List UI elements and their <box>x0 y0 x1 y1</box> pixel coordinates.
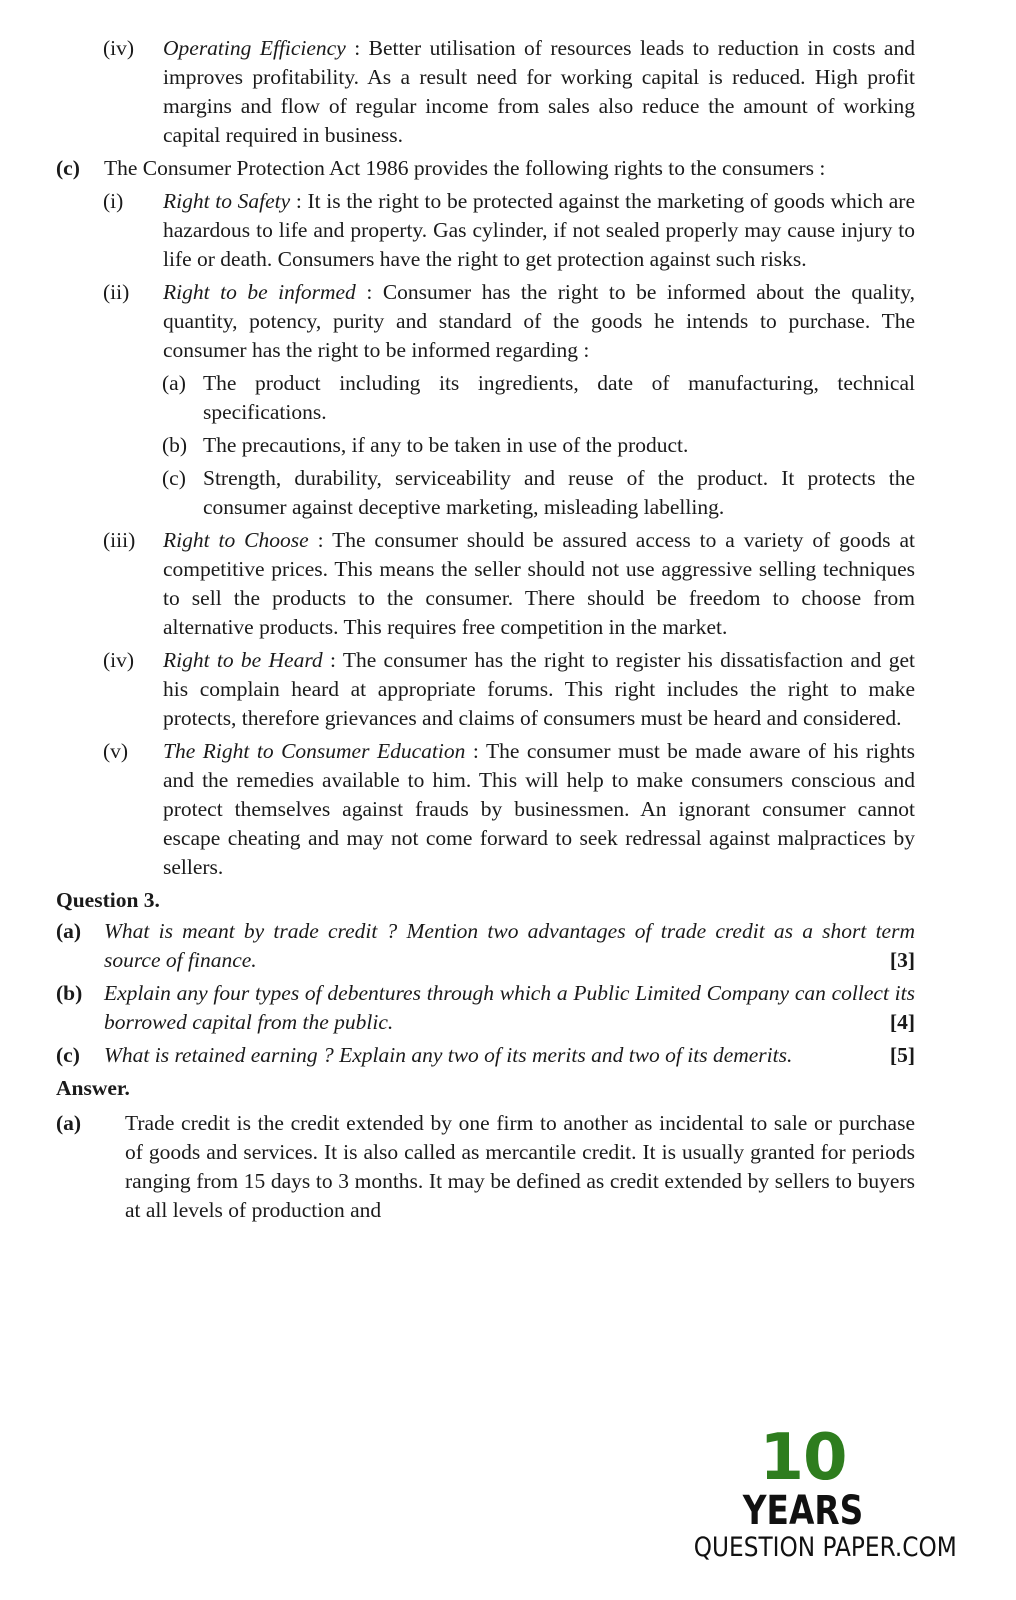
question-3-heading: Question 3. <box>56 888 160 912</box>
section-number: (c) <box>56 156 80 180</box>
item-number: (ii) <box>103 280 130 304</box>
item-number: (iii) <box>103 528 136 552</box>
answer-number: (a) <box>56 1111 82 1135</box>
logo-years: YEARS <box>742 1488 864 1534</box>
subitem-text: The product including its ingredients, date of manufacturing, technical specifications. <box>203 371 915 424</box>
logo-site-name: QUESTION PAPER.COM <box>693 1532 957 1563</box>
question-number: (b) <box>56 981 83 1005</box>
item-number: (i) <box>103 189 124 213</box>
question-marks: [3] <box>889 948 915 972</box>
item-label: Right to be Heard <box>163 648 323 672</box>
item-text: : The consumer must be made aware of his rights and the remedies available to him. This will help to make consumers conscious and protect themselves against frauds by businessmen. An ignorant consumer cannot escape cheating and may not come forward to seek redressal against malpractices by sellers. <box>163 739 915 879</box>
question-text: Explain any four types of debentures through which a Public Limited Company can collect its borrowed capital from the public. <box>104 981 915 1034</box>
right-to-choose <box>103 526 915 642</box>
question-number: (c) <box>56 1043 80 1067</box>
question-marks: [5] <box>889 1043 915 1067</box>
right-to-be-heard <box>103 646 915 733</box>
informed-subpoint-a <box>162 369 915 427</box>
item-text: : The consumer should be assured access to a variety of goods at competitive prices. This means the seller should not use aggressive selling techniques to sell the products to the consumer. There should be freedom to choose from alternative products. This requires free competition in the market. <box>163 528 915 639</box>
informed-subpoint-b <box>162 431 915 460</box>
subitem-text: The precautions, if any to be taken in use of the product. <box>203 433 689 457</box>
subitem-number: (b) <box>162 433 188 457</box>
answer-heading: Answer. <box>56 1076 130 1100</box>
item-text: : Better utilisation of resources leads to reduction in costs and improves profitability. As a result need for working capital is reduced. High profit margins and flow of regular income from sales also reduce the amount of working capital required in business. <box>163 36 915 147</box>
answer-a <box>56 1109 915 1225</box>
document-page <box>0 34 1016 1229</box>
question-3a <box>56 917 915 975</box>
item-text: : Consumer has the right to be informed about the quality, quantity, potency, purity and standard of the goods he intends to purchase. The consumer has the right to be informed regarding : <box>163 280 916 362</box>
subitem-number: (c) <box>162 466 186 490</box>
subitem-number: (a) <box>162 371 186 395</box>
question-3b <box>56 979 915 1037</box>
working-capital-point-iv <box>103 34 915 150</box>
question-marks: [4] <box>889 1010 915 1034</box>
right-to-safety <box>103 187 915 274</box>
section-c-intro <box>56 154 915 183</box>
item-text: : The consumer has the right to register his dissatisfaction and get his complain heard at appropriate forums. This right includes the right to make protects, therefore grievances and claims of consumers must be heard and considered. <box>163 648 915 730</box>
informed-subpoint-c <box>162 464 915 522</box>
item-number: (iv) <box>103 648 135 672</box>
answer-text: Trade credit is the credit extended by one firm to another as incidental to sale or purchase of goods and services. It is also called as mercantile credit. It is usually granted for periods ranging from 15 days to 3 months. It may be defined as credit extended by sellers to buyers at all levels of production and <box>125 1111 915 1222</box>
item-text: : It is the right to be protected against the marketing of goods which are hazardous to life and property. Gas cylinder, if not sealed properly may cause injury to life or death. Consumers have the right to get protection against such risks. <box>163 189 915 271</box>
site-logo <box>676 1421 957 1592</box>
item-number: (v) <box>103 739 129 763</box>
item-label: Right to Choose <box>163 528 309 552</box>
item-label: Operating Efficiency <box>163 36 346 60</box>
question-text: What is retained earning ? Explain any two of its merits and two of its demerits. <box>104 1043 793 1067</box>
subitem-text: Strength, durability, serviceability and reuse of the product. It protects the consumer against deceptive marketing, misleading labelling. <box>203 466 915 519</box>
item-label: Right to be informed <box>163 280 356 304</box>
item-label: Right to Safety <box>163 189 291 213</box>
right-to-consumer-education <box>103 737 915 882</box>
question-3c <box>56 1041 915 1070</box>
section-intro-text: The Consumer Protection Act 1986 provides the following rights to the consumers : <box>104 156 826 180</box>
logo-number: 10 <box>759 1421 847 1495</box>
item-label: The Right to Consumer Education <box>163 739 466 763</box>
item-number: (iv) <box>103 36 135 60</box>
question-text: What is meant by trade credit ? Mention two advantages of trade credit as a short term source of finance. <box>104 919 915 972</box>
right-to-be-informed <box>103 278 916 365</box>
question-number: (a) <box>56 919 82 943</box>
